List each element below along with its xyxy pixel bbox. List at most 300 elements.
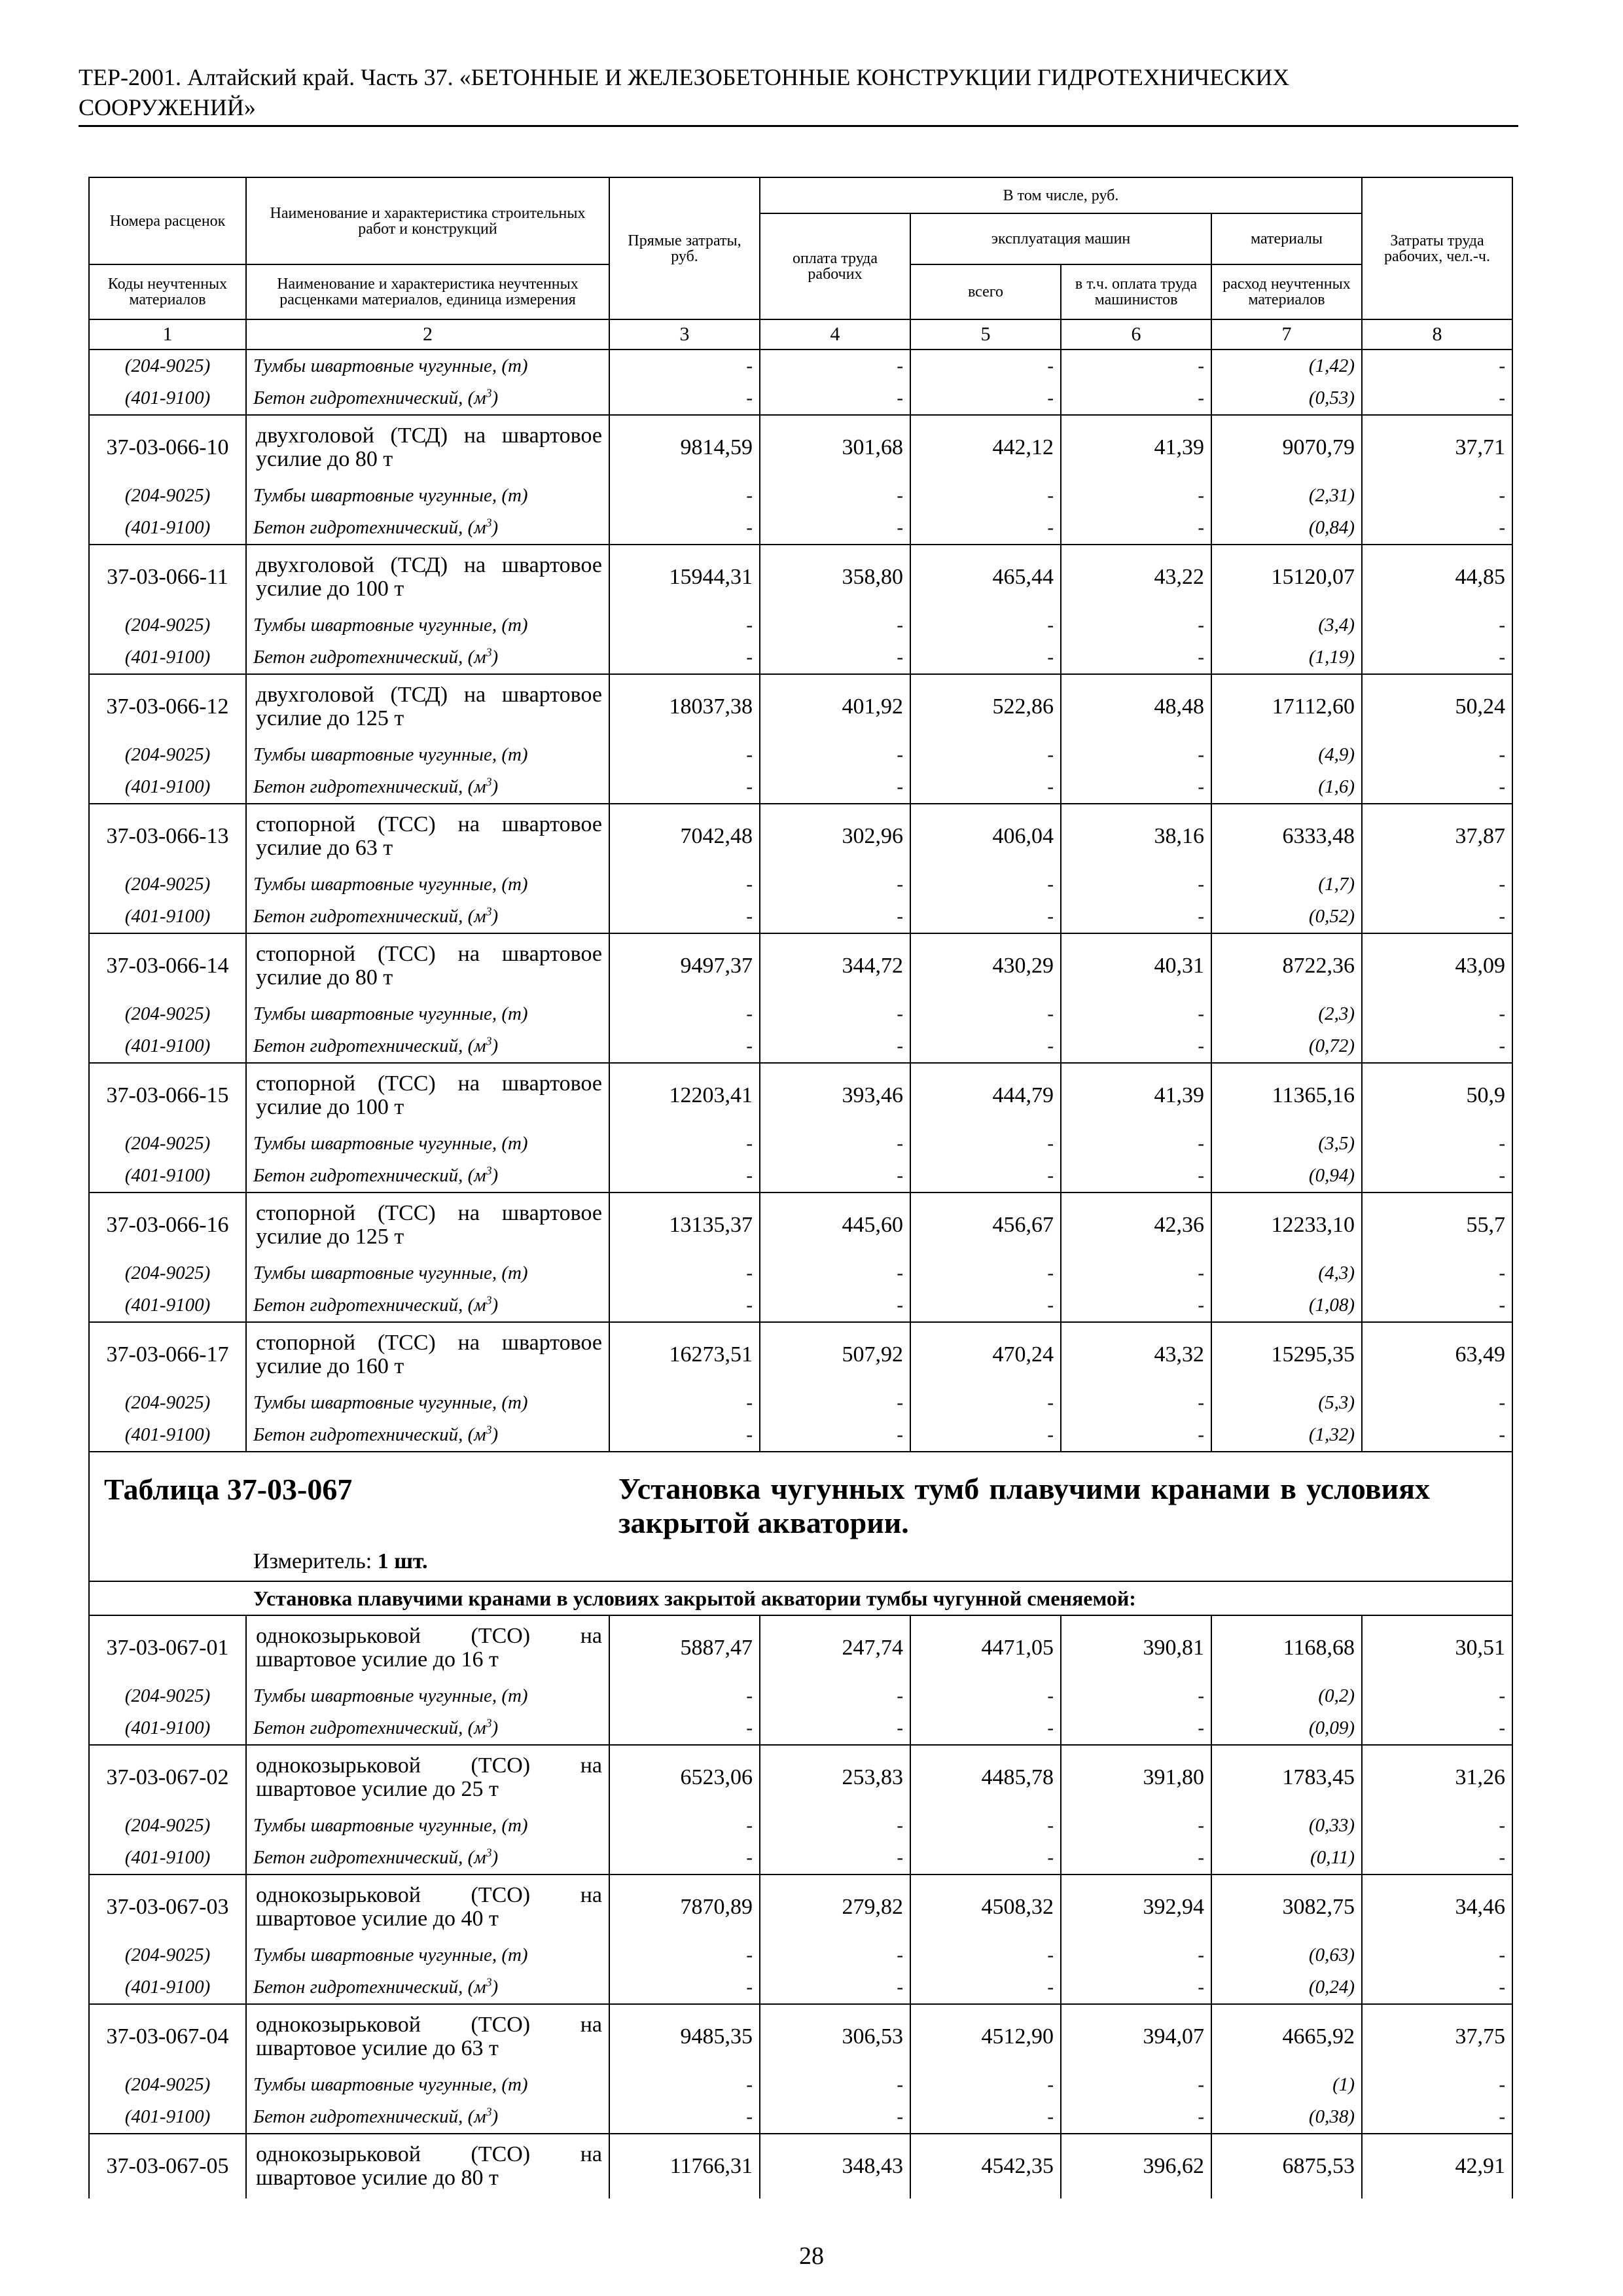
materials-cost: 6333,48: [1211, 804, 1362, 869]
material-code: (204-9025): [89, 1128, 246, 1160]
empty-value: -: [1061, 739, 1211, 771]
labor-costs: 37,87: [1362, 804, 1512, 869]
material-row: [89, 1128, 1512, 1160]
empty-value: -: [760, 771, 910, 804]
column-number: 6: [1061, 319, 1211, 350]
empty-value: -: [1362, 350, 1512, 382]
rate-code: 37-03-066-12: [89, 674, 246, 739]
material-name-suffix: ): [491, 1165, 499, 1186]
direct-costs: 9485,35: [609, 2004, 760, 2069]
rate-code: 37-03-066-14: [89, 933, 246, 998]
empty-value: -: [609, 382, 760, 415]
rate-name: однокозырьковой (ТСО) на швартовое усилие до 80 т: [246, 2134, 609, 2198]
material-name: [246, 1030, 609, 1063]
labor-costs: 31,26: [1362, 1745, 1512, 1810]
rate-name: стопорной (ТСС) на швартовое усилие до 63 т: [246, 804, 609, 869]
empty-value: -: [609, 1810, 760, 1842]
empty-value: -: [760, 1289, 910, 1322]
empty-value: -: [1362, 1289, 1512, 1322]
material-name: [246, 2101, 609, 2134]
material-code: (204-9025): [89, 1680, 246, 1712]
wages: 445,60: [760, 1193, 910, 1257]
direct-costs: 9497,37: [609, 933, 760, 998]
material-name: [246, 1419, 609, 1452]
wages: 401,92: [760, 674, 910, 739]
empty-value: -: [760, 641, 910, 674]
empty-value: -: [609, 2069, 760, 2101]
wages: 247,74: [760, 1615, 910, 1680]
empty-value: -: [609, 1419, 760, 1452]
material-row: [89, 1680, 1512, 1712]
unit-exponent: 3: [486, 1975, 492, 1989]
empty-value: -: [609, 2101, 760, 2134]
direct-costs: 18037,38: [609, 674, 760, 739]
meter-label: Измеритель:: [253, 1549, 372, 1573]
empty-value: -: [760, 480, 910, 512]
material-name-suffix: ): [491, 517, 499, 538]
empty-value: -: [910, 382, 1061, 415]
rate-code: 37-03-067-03: [89, 1874, 246, 1939]
empty-value: -: [1362, 1030, 1512, 1063]
head-machines-total: всего: [910, 264, 1061, 319]
materials-cost: 9070,79: [1211, 415, 1362, 480]
material-name-text: Бетон гидротехнический, (м: [253, 1424, 486, 1445]
empty-value: -: [1362, 869, 1512, 901]
empty-value: -: [609, 1160, 760, 1193]
direct-costs: 5887,47: [609, 1615, 760, 1680]
material-name-text: Бетон гидротехнический, (м: [253, 776, 486, 797]
empty-value: -: [760, 1387, 910, 1419]
empty-value: -: [760, 1160, 910, 1193]
material-code: (204-9025): [89, 869, 246, 901]
material-name-text: Бетон гидротехнический, (м: [253, 387, 486, 408]
material-name-suffix: ): [491, 906, 499, 927]
head-materials-name: Наименование и характеристика неучтенных расценками материалов, единица измерения: [246, 264, 609, 319]
material-name: Тумбы швартовные чугунные, (т): [246, 869, 609, 901]
material-quantity: (1,08): [1211, 1289, 1362, 1322]
material-name-text: Бетон гидротехнический, (м: [253, 1295, 486, 1316]
rate-name: стопорной (ТСС) на швартовое усилие до 100 т: [246, 1063, 609, 1128]
material-name-text: Бетон гидротехнический, (м: [253, 517, 486, 538]
empty-value: -: [609, 1030, 760, 1063]
material-quantity: (0,09): [1211, 1712, 1362, 1745]
rate-row: [89, 1322, 1512, 1387]
wages: 344,72: [760, 933, 910, 998]
materials-cost: 4665,92: [1211, 2004, 1362, 2069]
material-code: (401-9100): [89, 2101, 246, 2134]
rate-name: однокозырьковой (ТСО) на швартовое усилие до 63 т: [246, 2004, 609, 2069]
rate-code: 37-03-066-10: [89, 415, 246, 480]
rate-name: однокозырьковой (ТСО) на швартовое усилие до 16 т: [246, 1615, 609, 1680]
material-quantity: (0,11): [1211, 1842, 1362, 1874]
empty-value: -: [910, 641, 1061, 674]
machines-total: 4542,35: [910, 2134, 1061, 2198]
empty-value: -: [1061, 1939, 1211, 1971]
rate-code: 37-03-067-02: [89, 1745, 246, 1810]
empty-value: -: [760, 1971, 910, 2004]
material-code: (204-9025): [89, 480, 246, 512]
machines-total: 406,04: [910, 804, 1061, 869]
material-row: [89, 1419, 1512, 1452]
material-row: [89, 641, 1512, 674]
material-name-suffix: ): [491, 1035, 499, 1056]
empty-value: -: [1061, 1419, 1211, 1452]
empty-value: -: [1362, 1419, 1512, 1452]
column-number: 1: [89, 319, 246, 350]
empty-value: -: [910, 869, 1061, 901]
material-row: [89, 998, 1512, 1030]
material-name-suffix: ): [491, 647, 499, 668]
material-name: [246, 1712, 609, 1745]
empty-value: -: [760, 998, 910, 1030]
material-quantity: (3,5): [1211, 1128, 1362, 1160]
section-title-row: [89, 1581, 1512, 1615]
material-row: [89, 771, 1512, 804]
material-name-text: Бетон гидротехнический, (м: [253, 1847, 486, 1868]
materials-cost: 3082,75: [1211, 1874, 1362, 1939]
empty-value: -: [609, 1842, 760, 1874]
material-name-suffix: ): [491, 2106, 499, 2127]
labor-costs: 42,91: [1362, 2134, 1512, 2198]
material-quantity: (2,3): [1211, 998, 1362, 1030]
empty-value: -: [910, 1971, 1061, 2004]
empty-value: -: [760, 1712, 910, 1745]
empty-value: -: [609, 1680, 760, 1712]
material-row: [89, 1289, 1512, 1322]
machines-total: 4512,90: [910, 2004, 1061, 2069]
material-code: (401-9100): [89, 512, 246, 545]
empty-value: -: [1061, 1971, 1211, 2004]
empty-value: -: [1362, 382, 1512, 415]
material-quantity: (0,72): [1211, 1030, 1362, 1063]
material-row: [89, 1257, 1512, 1289]
empty-value: -: [1061, 641, 1211, 674]
empty-value: -: [1061, 1842, 1211, 1874]
column-number: 4: [760, 319, 910, 350]
rate-row: [89, 1874, 1512, 1939]
empty-value: -: [1061, 512, 1211, 545]
material-name: Тумбы швартовные чугунные, (т): [246, 1680, 609, 1712]
labor-costs: 43,09: [1362, 933, 1512, 998]
empty-value: -: [1061, 1387, 1211, 1419]
material-quantity: (2,31): [1211, 480, 1362, 512]
empty-value: -: [910, 771, 1061, 804]
machines-total: 430,29: [910, 933, 1061, 998]
rate-name: однокозырьковой (ТСО) на швартовое усилие до 40 т: [246, 1874, 609, 1939]
empty-value: -: [1061, 1680, 1211, 1712]
machines-total: 442,12: [910, 415, 1061, 480]
header-line-1: ТЕР-2001. Алтайский край. Часть 37. «БЕТОННЫЕ И ЖЕЛЕЗОБЕТОННЫЕ КОНСТРУКЦИИ ГИДРОТЕХНИЧЕСКИХ: [79, 64, 1290, 90]
rate-code: 37-03-066-13: [89, 804, 246, 869]
rate-name: стопорной (ТСС) на швартовое усилие до 80 т: [246, 933, 609, 998]
rate-row: [89, 1745, 1512, 1810]
empty-value: -: [910, 739, 1061, 771]
empty-value: -: [910, 1712, 1061, 1745]
rate-name: стопорной (ТСС) на швартовое усилие до 160 т: [246, 1322, 609, 1387]
empty-value: -: [1061, 1030, 1211, 1063]
rate-row: [89, 1193, 1512, 1257]
materials-cost: 15295,35: [1211, 1322, 1362, 1387]
empty-value: -: [910, 1289, 1061, 1322]
material-code: (401-9100): [89, 1030, 246, 1063]
material-quantity: (1,6): [1211, 771, 1362, 804]
empty-value: -: [1362, 1842, 1512, 1874]
labor-costs: 34,46: [1362, 1874, 1512, 1939]
document-header: [79, 62, 1518, 127]
unit-exponent: 3: [486, 1164, 492, 1177]
material-code: (204-9025): [89, 1257, 246, 1289]
material-row: [89, 1030, 1512, 1063]
head-materials-usage: расход неучтенных материалов: [1211, 264, 1362, 319]
empty-value: -: [910, 901, 1061, 933]
rate-name: однокозырьковой (ТСО) на швартовое усилие до 25 т: [246, 1745, 609, 1810]
machines-total: 4471,05: [910, 1615, 1061, 1680]
material-name: Тумбы швартовные чугунные, (т): [246, 609, 609, 641]
empty-value: -: [760, 609, 910, 641]
material-quantity: (3,4): [1211, 609, 1362, 641]
materials-cost: 12233,10: [1211, 1193, 1362, 1257]
material-quantity: (1,42): [1211, 350, 1362, 382]
labor-costs: 50,9: [1362, 1063, 1512, 1128]
material-quantity: (0,33): [1211, 1810, 1362, 1842]
empty-value: -: [1362, 998, 1512, 1030]
empty-value: -: [760, 1419, 910, 1452]
material-name-text: Бетон гидротехнический, (м: [253, 906, 486, 927]
empty-value: -: [609, 1128, 760, 1160]
head-direct-costs: Прямые затраты, руб.: [609, 177, 760, 319]
direct-costs: 9814,59: [609, 415, 760, 480]
empty-value: -: [609, 901, 760, 933]
direct-costs: 6523,06: [609, 1745, 760, 1810]
empty-value: -: [609, 1971, 760, 2004]
header-line-2: СООРУЖЕНИЙ»: [79, 94, 256, 120]
material-quantity: (0,63): [1211, 1939, 1362, 1971]
machines-total: 444,79: [910, 1063, 1061, 1128]
materials-cost: 11365,16: [1211, 1063, 1362, 1128]
material-name: [246, 1160, 609, 1193]
head-machinist-wages: в т.ч. оплата труда машинистов: [1061, 264, 1211, 319]
empty-value: -: [1061, 1257, 1211, 1289]
unit-exponent: 3: [486, 1846, 492, 1859]
empty-value: -: [609, 869, 760, 901]
rate-name: двухголовой (ТСД) на швартовое усилие до 100 т: [246, 545, 609, 609]
rate-row: [89, 1615, 1512, 1680]
material-code: (401-9100): [89, 771, 246, 804]
empty-value: -: [760, 382, 910, 415]
material-name: [246, 1289, 609, 1322]
material-code: (401-9100): [89, 641, 246, 674]
material-name-suffix: ): [491, 1295, 499, 1316]
material-code: (401-9100): [89, 382, 246, 415]
material-code: (401-9100): [89, 1419, 246, 1452]
empty-value: -: [910, 1160, 1061, 1193]
rate-row: [89, 804, 1512, 869]
material-quantity: (4,3): [1211, 1257, 1362, 1289]
empty-value: -: [760, 1810, 910, 1842]
material-code: (204-9025): [89, 609, 246, 641]
column-number: 3: [609, 319, 760, 350]
rates-table-container: [88, 177, 1512, 2198]
table-title: Таблица 37-03-067: [104, 1473, 353, 1506]
material-code: (204-9025): [89, 998, 246, 1030]
material-row: [89, 609, 1512, 641]
rate-row: [89, 1063, 1512, 1128]
material-name: Тумбы швартовные чугунные, (т): [246, 480, 609, 512]
empty-value: -: [1362, 641, 1512, 674]
machinist-wages: 391,80: [1061, 1745, 1211, 1810]
material-name-text: Бетон гидротехнический, (м: [253, 647, 486, 668]
rate-code: 37-03-067-01: [89, 1615, 246, 1680]
empty-value: -: [1061, 382, 1211, 415]
unit-exponent: 3: [486, 645, 492, 659]
material-name: [246, 1971, 609, 2004]
column-number-row: [89, 319, 1512, 350]
material-row: [89, 1971, 1512, 2004]
material-name-text: Бетон гидротехнический, (м: [253, 2106, 486, 2127]
labor-costs: 37,75: [1362, 2004, 1512, 2069]
machinist-wages: 38,16: [1061, 804, 1211, 869]
empty-value: -: [910, 1030, 1061, 1063]
empty-value: -: [760, 1128, 910, 1160]
rate-row: [89, 2004, 1512, 2069]
empty-value: -: [609, 1712, 760, 1745]
empty-value: -: [1061, 1712, 1211, 1745]
empty-value: -: [1061, 1810, 1211, 1842]
empty-value: -: [609, 1289, 760, 1322]
material-row: [89, 2101, 1512, 2134]
empty-value: -: [910, 998, 1061, 1030]
empty-value: -: [1362, 1712, 1512, 1745]
unit-exponent: 3: [486, 386, 492, 400]
material-name: Тумбы швартовные чугунные, (т): [246, 1257, 609, 1289]
material-name: [246, 1842, 609, 1874]
column-number: 7: [1211, 319, 1362, 350]
material-code: (401-9100): [89, 1712, 246, 1745]
material-row: [89, 901, 1512, 933]
empty-value: -: [760, 350, 910, 382]
unit-exponent: 3: [486, 1034, 492, 1048]
material-name-text: Бетон гидротехнический, (м: [253, 1035, 486, 1056]
empty-value: -: [760, 512, 910, 545]
material-row: [89, 1810, 1512, 1842]
machinist-wages: 396,62: [1061, 2134, 1211, 2198]
empty-value: -: [609, 480, 760, 512]
material-row: [89, 382, 1512, 415]
labor-costs: 30,51: [1362, 1615, 1512, 1680]
empty-value: -: [1362, 1939, 1512, 1971]
empty-value: -: [1061, 609, 1211, 641]
empty-value: -: [910, 2101, 1061, 2134]
empty-value: -: [1362, 771, 1512, 804]
material-name: [246, 641, 609, 674]
empty-value: -: [1362, 512, 1512, 545]
machines-total: 522,86: [910, 674, 1061, 739]
material-name: Тумбы швартовные чугунные, (т): [246, 998, 609, 1030]
head-labor: Затраты труда рабочих, чел.-ч.: [1362, 177, 1512, 319]
material-code: (401-9100): [89, 1160, 246, 1193]
empty-value: -: [1061, 1160, 1211, 1193]
materials-cost: 1168,68: [1211, 1615, 1362, 1680]
machinist-wages: 42,36: [1061, 1193, 1211, 1257]
material-code: (204-9025): [89, 739, 246, 771]
empty-value: -: [910, 1939, 1061, 1971]
empty-value: -: [760, 2101, 910, 2134]
material-quantity: (0,53): [1211, 382, 1362, 415]
head-rate-name: Наименование и характеристика строительных работ и конструкций: [246, 177, 609, 264]
empty-value: -: [910, 512, 1061, 545]
material-row: [89, 1160, 1512, 1193]
labor-costs: 44,85: [1362, 545, 1512, 609]
empty-value: -: [910, 350, 1061, 382]
empty-value: -: [760, 1030, 910, 1063]
material-name-text: Бетон гидротехнический, (м: [253, 1165, 486, 1186]
machinist-wages: 394,07: [1061, 2004, 1211, 2069]
empty-value: -: [760, 901, 910, 933]
material-row: [89, 2069, 1512, 2101]
materials-cost: 15120,07: [1211, 545, 1362, 609]
empty-value: -: [609, 1939, 760, 1971]
head-rate-numbers: Номера расценок: [89, 177, 246, 264]
head-materials: материалы: [1211, 213, 1362, 264]
empty-value: -: [609, 1387, 760, 1419]
material-name-suffix: ): [491, 1977, 499, 1998]
material-row: [89, 350, 1512, 382]
material-row: [89, 1712, 1512, 1745]
empty-value: -: [1362, 1257, 1512, 1289]
machinist-wages: 40,31: [1061, 933, 1211, 998]
table-title-cell: [89, 1452, 1512, 1581]
wages: 302,96: [760, 804, 910, 869]
empty-value: -: [760, 739, 910, 771]
wages: 348,43: [760, 2134, 910, 2198]
materials-cost: 8722,36: [1211, 933, 1362, 998]
column-number: 2: [246, 319, 609, 350]
empty-value: -: [910, 1810, 1061, 1842]
empty-value: -: [1362, 480, 1512, 512]
material-quantity: (5,3): [1211, 1387, 1362, 1419]
head-machines: эксплуатация машин: [910, 213, 1211, 264]
empty-value: -: [1061, 998, 1211, 1030]
machines-total: 456,67: [910, 1193, 1061, 1257]
head-codes: Коды неучтенных материалов: [89, 264, 246, 319]
machines-total: 4485,78: [910, 1745, 1061, 1810]
material-code: (204-9025): [89, 1810, 246, 1842]
unit-exponent: 3: [486, 1423, 492, 1437]
empty-value: -: [1362, 901, 1512, 933]
labor-costs: 55,7: [1362, 1193, 1512, 1257]
material-quantity: (0,52): [1211, 901, 1362, 933]
material-code: (204-9025): [89, 350, 246, 382]
meter-value: 1 шт.: [377, 1549, 428, 1573]
material-name-suffix: ): [491, 1847, 499, 1868]
material-name: Тумбы швартовные чугунные, (т): [246, 350, 609, 382]
table-head: [89, 177, 1512, 319]
direct-costs: 7042,48: [609, 804, 760, 869]
labor-costs: 37,71: [1362, 415, 1512, 480]
empty-value: -: [910, 1419, 1061, 1452]
material-row: [89, 512, 1512, 545]
table-meter: [253, 1549, 428, 1574]
material-quantity: (0,24): [1211, 1971, 1362, 2004]
rate-name: двухголовой (ТСД) на швартовое усилие до 80 т: [246, 415, 609, 480]
direct-costs: 11766,31: [609, 2134, 760, 2198]
column-number: 5: [910, 319, 1061, 350]
empty-value: -: [1061, 1128, 1211, 1160]
material-code: (204-9025): [89, 2069, 246, 2101]
empty-value: -: [760, 2069, 910, 2101]
material-row: [89, 480, 1512, 512]
rate-code: 37-03-066-11: [89, 545, 246, 609]
